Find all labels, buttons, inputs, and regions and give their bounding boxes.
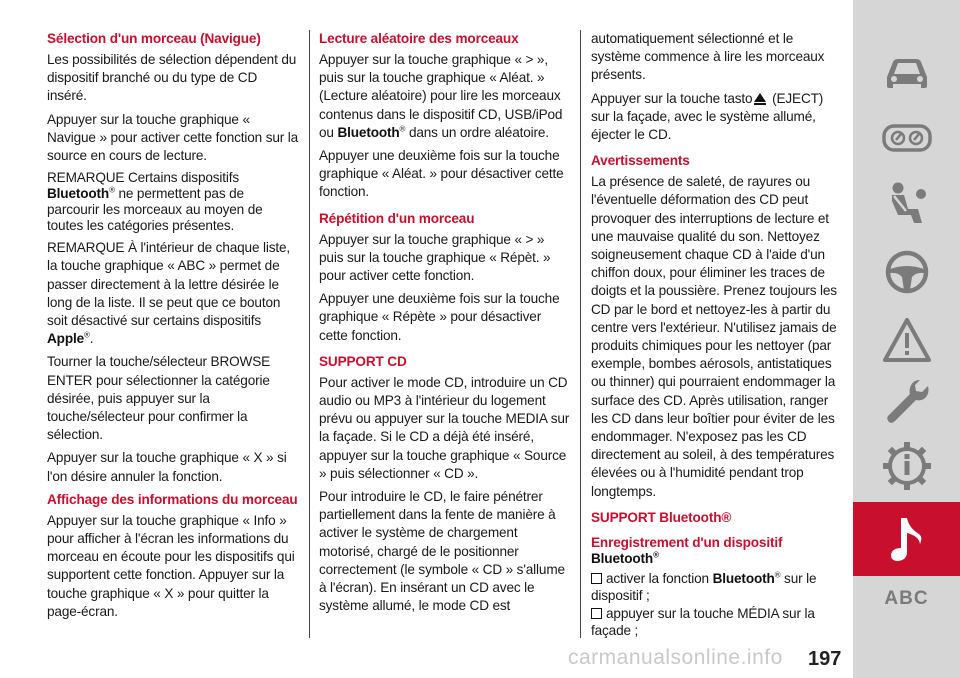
paragraph: automatiquement sélectionné et le système commence à lire les morceaux présents. [591, 31, 825, 83]
paragraph-text: Appuyer sur la touche tasto [591, 90, 753, 106]
brand-bluetooth: Bluetooth [591, 550, 654, 566]
section-heading-bluetooth: SUPPORT Bluetooth® [591, 509, 732, 525]
page-number: 197 [808, 648, 842, 670]
column-divider [309, 30, 310, 638]
sidebar-item-safety[interactable] [853, 180, 960, 226]
paragraph [319, 51, 571, 142]
sidebar-item-multimedia[interactable] [853, 510, 960, 568]
registered-mark: ® [774, 570, 781, 580]
paragraph: Tourner la touche/sélecteur BROWSE ENTER pour sélectionner la catégorie désirée, puis appuyer sur la touche/sélecteur pour confirmer la sélection. [47, 354, 271, 443]
sidebar-item-technical-data[interactable] [853, 438, 960, 494]
section-heading-repeat: Répétition d'un morceau [319, 210, 475, 226]
paragraph: Appuyer sur la touche graphique « Info » pour afficher à l'écran les informations du morceau en écoute pour les dispositifs qui supportent cette fonction. Appuyer sur la touche graphique « X » pour quitter la page-écran. [47, 512, 295, 619]
paragraph: Les possibilités de sélection dépendent du dispositif branché ou du type de CD inséré. [47, 52, 297, 104]
registered-mark: ® [84, 330, 90, 340]
music-note-icon [887, 514, 927, 564]
list-text: sur le dispositif ; [591, 570, 817, 603]
sidebar-item-driving[interactable] [853, 246, 960, 298]
registered-mark: ® [109, 185, 115, 195]
brand-bluetooth: Bluetooth [337, 124, 400, 140]
paragraph: La présence de saleté, de rayures ou l'éventuelle déformation des CD peut provoquer des interruptions de lecture et une mauvaise qualité du son. Nettoyez soigneusement chaque CD à l'aide d'un chiffon doux, pour éliminer les traces de doigts et la poussière. Prenez toujours les CD par le bord et nettoyez-les à partir du centre vers l'extérieur. N'utilisez jamais de produits chimiques pour les nettoyer (par exemple, bombes aérosols, antistatiques ou thinner) qui pourraient endommager la surface des CD. Après utilisation, ranger les CD dans leur boîtier pour éviter de les endommager. N'exposez pas les CD directement au soleil, à des températures élevées ou à l'humidité pendant trop longtemps. [591, 174, 837, 499]
heading-text: Enregistrement d'un dispositif [591, 534, 783, 550]
paragraph-text: dans un ordre aléatoire. [408, 124, 549, 140]
note-text: ne permettent pas de parcourir les morceaux au moyen de toutes les catégories présentes. [47, 186, 263, 234]
text-column-3 [591, 30, 843, 639]
registered-mark: ® [399, 124, 406, 134]
paragraph: Appuyer sur la touche graphique « X » si l'on désire annuler la fonction. [47, 450, 287, 484]
brand-bluetooth: Bluetooth [712, 570, 775, 586]
section-heading-navigue: Sélection d'un morceau (Navigue) [47, 31, 261, 46]
note-text: REMARQUE Certains dispositifs [47, 170, 240, 186]
list-item [591, 605, 843, 639]
paragraph: Appuyer une deuxième fois sur la touche graphique « Aléat. » pour désactiver cette fonction. [319, 148, 564, 200]
list-item [591, 570, 843, 604]
section-heading-warnings: Avertissements [591, 153, 690, 169]
list-text: activer la fonction [606, 570, 709, 586]
sidebar-item-car[interactable] [853, 48, 960, 98]
info-gear-icon [881, 440, 933, 492]
paragraph: Pour activer le mode CD, introduire un CD audio ou MP3 à l'intérieur du logement prévu ou appuyer sur la touche MEDIA sur la façade. Si le CD a déjà été inséré, appuyer sur la touche graphique « Source » puis sélectionner « CD ». [319, 374, 570, 481]
sidebar-item-warnings[interactable] [853, 314, 960, 366]
paragraph: Appuyer sur la touche graphique « Navigue » pour activer cette fonction sur la source en cours de lecture. [47, 111, 299, 164]
list-text: appuyer sur la touche MÉDIA sur la façade ; [591, 605, 815, 638]
paragraph: Appuyer une deuxième fois sur la touche graphique « Répète » pour désactiver cette fonction. [319, 291, 560, 343]
paragraph [47, 170, 299, 234]
eject-icon [754, 93, 766, 102]
registered-mark: ® [653, 550, 659, 560]
steering-wheel-icon [883, 248, 931, 296]
text-column-1 [47, 30, 299, 626]
sidebar-item-maintenance[interactable] [853, 374, 960, 428]
watermark: carmanualsonline.info [568, 646, 783, 669]
checkbox-bullet-icon [591, 608, 602, 619]
brand-bluetooth: Bluetooth [47, 186, 110, 202]
paragraph [591, 90, 843, 145]
seat-belt-passenger-icon [884, 181, 930, 225]
paragraph-text: Appuyer sur la touche graphique « > », puis sur la touche graphique « Aléat. » (Lecture aléatoire) pour lire les morceaux contenus dans le dispositif CD, USB/iPod ou [319, 52, 563, 140]
section-heading-info: Affichage des informations du morceau [47, 491, 298, 507]
punctuation: . [89, 331, 94, 347]
car-icon [881, 53, 933, 93]
paragraph: Pour introduire le CD, le faire pénétrer partiellement dans la fente de manière à activer le système de chargement motorisé, chargé de le positionner correctement (le symbole « CD » s'allume à l'écran). En insérant un CD avec le système allumé, le mode CD est [319, 489, 565, 614]
warning-triangle-icon [882, 317, 932, 363]
section-heading-cd: SUPPORT CD [319, 353, 407, 369]
brand-apple: Apple [47, 331, 85, 347]
section-heading-random: Lecture aléatoire des morceaux [319, 31, 519, 46]
paragraph: Appuyer sur la touche graphique « > » puis sur la touche graphique « Répèt. » pour activer cette fonction. [319, 231, 551, 284]
note-text: REMARQUE À l'intérieur de chaque liste, la touche graphique « ABC » permet de passer directement à la lettre désirée le long de la liste. Il se peut que ce bouton soit désactivé sur certains dispositifs [47, 240, 291, 329]
dashboard-gauges-icon [882, 123, 932, 153]
paragraph [47, 239, 299, 348]
wrench-icon [882, 376, 932, 426]
column-divider [580, 30, 581, 638]
sidebar-item-dashboard[interactable] [853, 120, 960, 156]
text-column-2 [319, 30, 571, 620]
sidebar-item-index[interactable]: ABC [884, 588, 929, 609]
checkbox-bullet-icon [591, 573, 602, 584]
section-heading-registration [591, 535, 843, 567]
paragraph-text: (EJECT) sur la façade, avec le système allumé, éjecter le CD. [591, 90, 824, 143]
